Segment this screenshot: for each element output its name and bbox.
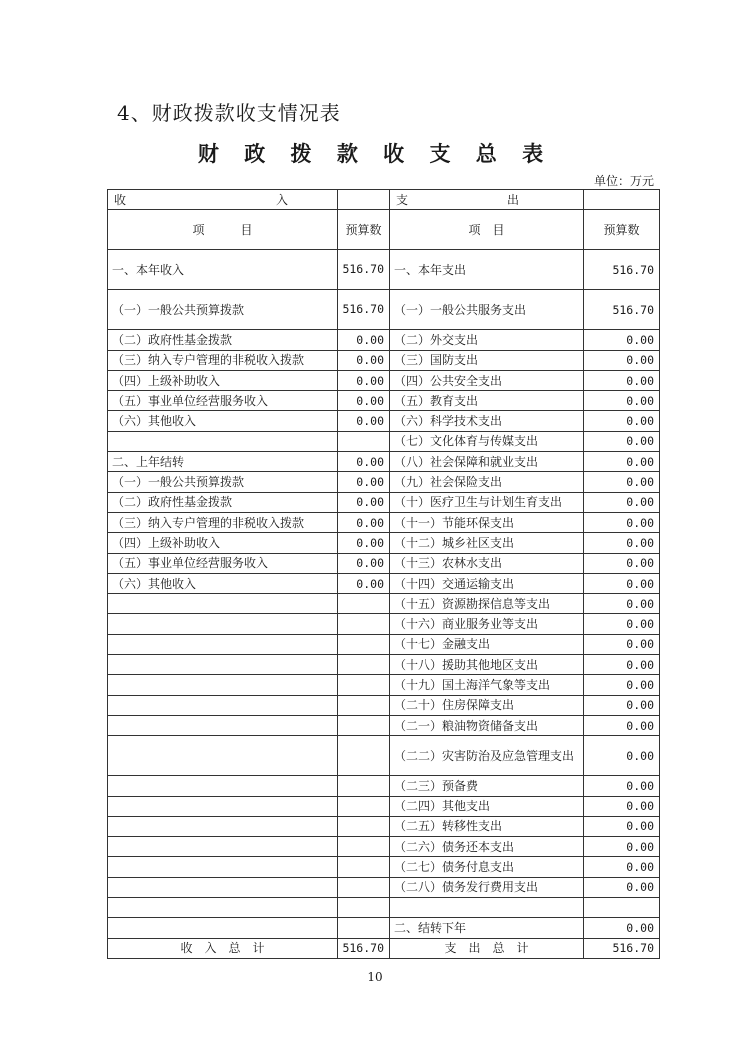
expense-amount: 0.00	[584, 776, 660, 796]
table-row	[108, 290, 660, 330]
income-amount	[338, 614, 390, 634]
table-row	[108, 675, 660, 695]
income-amount: 0.00	[338, 391, 390, 411]
income-item: （四）上级补助收入	[108, 370, 338, 390]
expense-amount: 516.70	[584, 250, 660, 290]
expense-item: （十二）城乡社区支出	[390, 533, 584, 553]
table-row	[108, 816, 660, 836]
income-total-label: 收 入 总 计	[108, 938, 338, 958]
income-item	[108, 431, 338, 451]
expense-section-header	[390, 190, 584, 210]
table-row	[108, 250, 660, 290]
table-row	[108, 634, 660, 654]
income-amount	[338, 877, 390, 897]
expense-amount: 0.00	[584, 553, 660, 573]
income-amount: 0.00	[338, 492, 390, 512]
expense-amount: 0.00	[584, 614, 660, 634]
expense-item: （二二）灾害防治及应急管理支出	[390, 736, 584, 776]
income-item	[108, 898, 338, 918]
table-row	[108, 370, 660, 390]
table-row	[108, 452, 660, 472]
table-row	[108, 796, 660, 816]
income-amount	[338, 431, 390, 451]
income-item: （五）事业单位经营服务收入	[108, 391, 338, 411]
income-header-left: 收	[114, 192, 127, 207]
income-amount	[338, 594, 390, 614]
expense-total-label: 支 出 总 计	[390, 938, 584, 958]
unit-label: 单位：万元	[593, 174, 654, 188]
table-row	[108, 655, 660, 675]
expense-amount: 0.00	[584, 533, 660, 553]
expense-amount: 516.70	[584, 290, 660, 330]
expense-amount: 0.00	[584, 452, 660, 472]
income-section-header-blank	[338, 190, 390, 210]
expense-item: （十七）金融支出	[390, 634, 584, 654]
income-item	[108, 837, 338, 857]
income-item	[108, 715, 338, 735]
expense-item-column-header: 项 目	[390, 210, 584, 250]
expense-item: （二十）住房保障支出	[390, 695, 584, 715]
expense-amount: 0.00	[584, 594, 660, 614]
income-item	[108, 614, 338, 634]
income-item	[108, 634, 338, 654]
expense-amount: 0.00	[584, 370, 660, 390]
income-amount: 0.00	[338, 330, 390, 350]
table-row	[108, 472, 660, 492]
table-row	[108, 350, 660, 370]
income-item	[108, 877, 338, 897]
income-item: （三）纳入专户管理的非税收入拨款	[108, 512, 338, 532]
expense-amount: 0.00	[584, 655, 660, 675]
expense-item: （十八）援助其他地区支出	[390, 655, 584, 675]
table-row	[108, 594, 660, 614]
income-item: （三）纳入专户管理的非税收入拨款	[108, 350, 338, 370]
expense-item: （六）科学技术支出	[390, 411, 584, 431]
section-heading: 4、财政拨款收支情况表	[117, 101, 341, 125]
income-amount	[338, 736, 390, 776]
income-amount	[338, 675, 390, 695]
expense-amount: 0.00	[584, 391, 660, 411]
income-amount: 0.00	[338, 533, 390, 553]
income-item: （六）其他收入	[108, 573, 338, 593]
expense-item: （二五）转移性支出	[390, 816, 584, 836]
expense-amount: 0.00	[584, 492, 660, 512]
expense-item: （十一）节能环保支出	[390, 512, 584, 532]
expense-item: （二四）其他支出	[390, 796, 584, 816]
income-amount	[338, 918, 390, 938]
table-row	[108, 492, 660, 512]
expense-item: （十）医疗卫生与计划生育支出	[390, 492, 584, 512]
table-title: 财 政 拨 款 收 支 总 表	[197, 141, 553, 166]
income-item: （二）政府性基金拨款	[108, 492, 338, 512]
table-row	[108, 776, 660, 796]
expense-item: （十三）农林水支出	[390, 553, 584, 573]
income-item	[108, 736, 338, 776]
expense-item: （十九）国土海洋气象等支出	[390, 675, 584, 695]
expense-item: （二一）粮油物资储备支出	[390, 715, 584, 735]
expense-item: （三）国防支出	[390, 350, 584, 370]
income-item: （一）一般公共预算拨款	[108, 472, 338, 492]
income-amount: 0.00	[338, 452, 390, 472]
expense-header-right: 出	[506, 192, 519, 207]
income-item: （一）一般公共预算拨款	[108, 290, 338, 330]
table-row	[108, 877, 660, 897]
income-amount	[338, 816, 390, 836]
expense-amount: 0.00	[584, 837, 660, 857]
totals-row	[108, 938, 660, 958]
income-amount	[338, 776, 390, 796]
table-row	[108, 715, 660, 735]
expense-item: （二八）债务发行费用支出	[390, 877, 584, 897]
income-amount: 0.00	[338, 411, 390, 431]
income-item-column-header: 项 目	[108, 210, 338, 250]
expense-amount: 0.00	[584, 796, 660, 816]
income-item	[108, 816, 338, 836]
table-row	[108, 553, 660, 573]
income-item	[108, 776, 338, 796]
income-amount: 0.00	[338, 512, 390, 532]
expense-item: （五）教育支出	[390, 391, 584, 411]
income-amount	[338, 634, 390, 654]
expense-item: （八）社会保障和就业支出	[390, 452, 584, 472]
expense-item: （十四）交通运输支出	[390, 573, 584, 593]
expense-amount: 0.00	[584, 695, 660, 715]
income-item: （六）其他收入	[108, 411, 338, 431]
expense-amount: 0.00	[584, 512, 660, 532]
expense-amount: 0.00	[584, 472, 660, 492]
expense-item: （二）外交支出	[390, 330, 584, 350]
table-header-row-columns	[108, 210, 660, 250]
expense-item: （二七）债务付息支出	[390, 857, 584, 877]
income-budget-column-header: 预算数	[338, 210, 390, 250]
expense-item: （七）文化体育与传媒支出	[390, 431, 584, 451]
expense-section-header-blank	[584, 190, 660, 210]
table-row	[108, 898, 660, 918]
table-row	[108, 736, 660, 776]
income-amount: 0.00	[338, 573, 390, 593]
income-item	[108, 594, 338, 614]
income-amount: 516.70	[338, 250, 390, 290]
expense-amount: 0.00	[584, 736, 660, 776]
expense-amount	[584, 898, 660, 918]
income-amount: 0.00	[338, 350, 390, 370]
table-row	[108, 918, 660, 938]
table-row	[108, 614, 660, 634]
income-item	[108, 918, 338, 938]
expense-item: （二六）债务还本支出	[390, 837, 584, 857]
table-row	[108, 533, 660, 553]
expense-amount: 0.00	[584, 715, 660, 735]
income-item	[108, 796, 338, 816]
table-row	[108, 411, 660, 431]
table-row	[108, 837, 660, 857]
income-item	[108, 675, 338, 695]
expense-item: 一、本年支出	[390, 250, 584, 290]
income-section-header	[108, 190, 338, 210]
income-amount	[338, 715, 390, 735]
income-amount: 0.00	[338, 472, 390, 492]
income-total-amount: 516.70	[338, 938, 390, 958]
income-amount	[338, 857, 390, 877]
expense-amount: 0.00	[584, 573, 660, 593]
income-amount	[338, 695, 390, 715]
expense-item: （九）社会保险支出	[390, 472, 584, 492]
table-row	[108, 573, 660, 593]
income-amount: 0.00	[338, 370, 390, 390]
income-item: （五）事业单位经营服务收入	[108, 553, 338, 573]
income-item	[108, 695, 338, 715]
income-item: 一、本年收入	[108, 250, 338, 290]
expense-item	[390, 898, 584, 918]
expense-amount: 0.00	[584, 816, 660, 836]
income-amount	[338, 655, 390, 675]
table-row	[108, 695, 660, 715]
expense-item: （十六）商业服务业等支出	[390, 614, 584, 634]
income-amount	[338, 837, 390, 857]
expense-item: 二、结转下年	[390, 918, 584, 938]
income-amount	[338, 796, 390, 816]
table-row	[108, 330, 660, 350]
expense-total-amount: 516.70	[584, 938, 660, 958]
table-row	[108, 431, 660, 451]
expense-amount: 0.00	[584, 411, 660, 431]
table-row	[108, 512, 660, 532]
income-header-right: 入	[275, 192, 288, 207]
expense-amount: 0.00	[584, 675, 660, 695]
expense-amount: 0.00	[584, 857, 660, 877]
expense-item: （十五）资源勘探信息等支出	[390, 594, 584, 614]
expense-amount: 0.00	[584, 634, 660, 654]
income-amount: 516.70	[338, 290, 390, 330]
income-item: （四）上级补助收入	[108, 533, 338, 553]
expense-item: （一）一般公共服务支出	[390, 290, 584, 330]
page-number: 10	[367, 970, 383, 984]
expense-amount: 0.00	[584, 918, 660, 938]
expense-amount: 0.00	[584, 350, 660, 370]
expense-budget-column-header: 预算数	[584, 210, 660, 250]
income-item	[108, 857, 338, 877]
income-item: 二、上年结转	[108, 452, 338, 472]
income-item: （二）政府性基金拨款	[108, 330, 338, 350]
table-row	[108, 857, 660, 877]
table-body	[108, 250, 660, 938]
budget-table	[107, 189, 660, 959]
income-amount	[338, 898, 390, 918]
table-header-row-sections	[108, 190, 660, 210]
income-item	[108, 655, 338, 675]
expense-amount: 0.00	[584, 431, 660, 451]
expense-item: （四）公共安全支出	[390, 370, 584, 390]
expense-amount: 0.00	[584, 330, 660, 350]
expense-header-left: 支	[396, 192, 409, 207]
expense-item: （二三）预备费	[390, 776, 584, 796]
table-row	[108, 391, 660, 411]
income-amount: 0.00	[338, 553, 390, 573]
expense-amount: 0.00	[584, 877, 660, 897]
